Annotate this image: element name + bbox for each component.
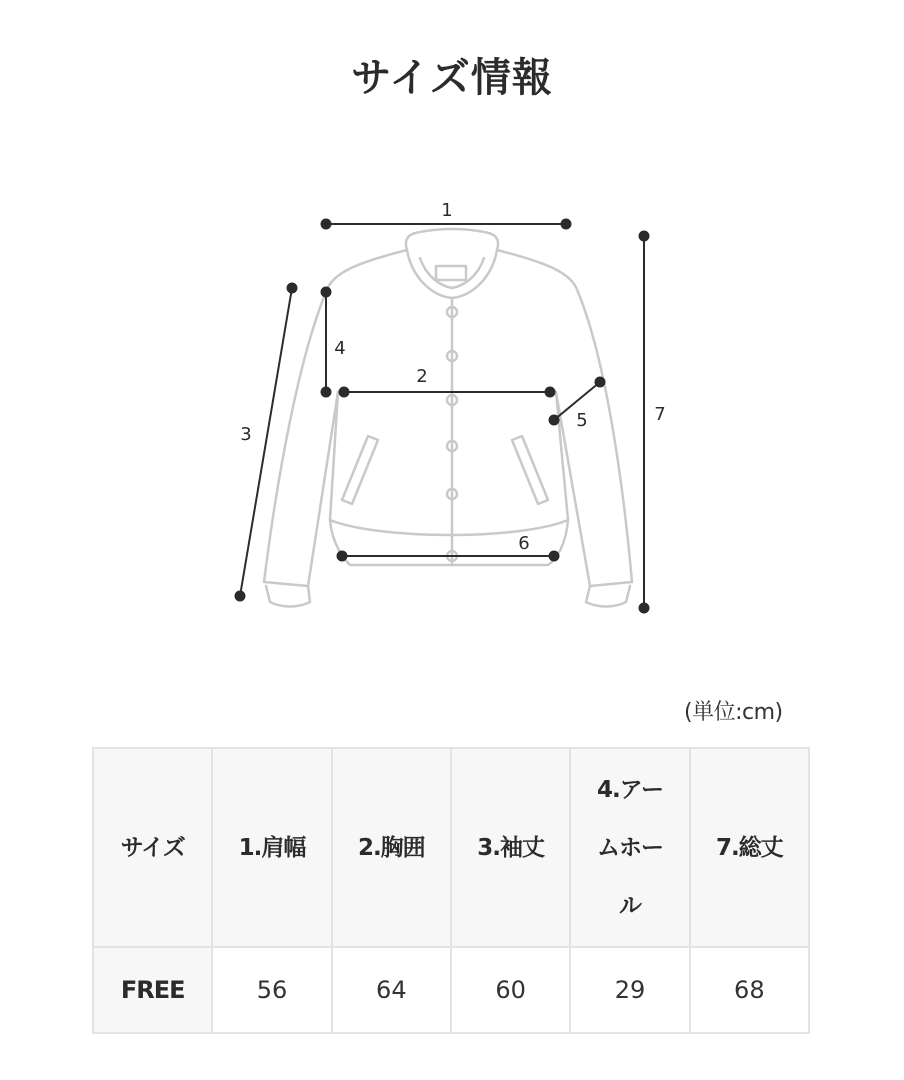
header-chest: 2.胸囲 — [332, 748, 451, 947]
header-total-length: 7.総丈 — [690, 748, 809, 947]
measurement-label-6: 6 — [518, 533, 530, 554]
cell-shoulder-width: 56 — [212, 947, 331, 1033]
header-size: サイズ — [93, 748, 212, 947]
measurement-label-5: 5 — [576, 410, 588, 431]
size-table — [92, 747, 810, 1034]
page-title: サイズ情報 — [351, 55, 553, 101]
measurement-label-4: 4 — [334, 338, 346, 359]
cell-chest: 64 — [332, 947, 451, 1033]
header-sleeve-length: 3.袖丈 — [451, 748, 570, 947]
measurement-label-1: 1 — [441, 200, 453, 221]
measurement-label-2: 2 — [416, 366, 428, 387]
header-armhole — [570, 748, 689, 947]
header-armhole-label: 4.アームホール — [596, 776, 663, 919]
unit-note: (単位:cm) — [684, 700, 783, 725]
cell-armhole: 29 — [570, 947, 689, 1033]
header-shoulder-width: 1.肩幅 — [212, 748, 331, 947]
size-table-header-row — [93, 748, 809, 947]
row-size-label: FREE — [93, 947, 212, 1033]
measurement-label-3: 3 — [240, 424, 252, 445]
cell-total-length: 68 — [690, 947, 809, 1033]
measurement-label-7: 7 — [654, 404, 666, 425]
table-row — [93, 947, 809, 1033]
cell-sleeve-length: 60 — [451, 947, 570, 1033]
